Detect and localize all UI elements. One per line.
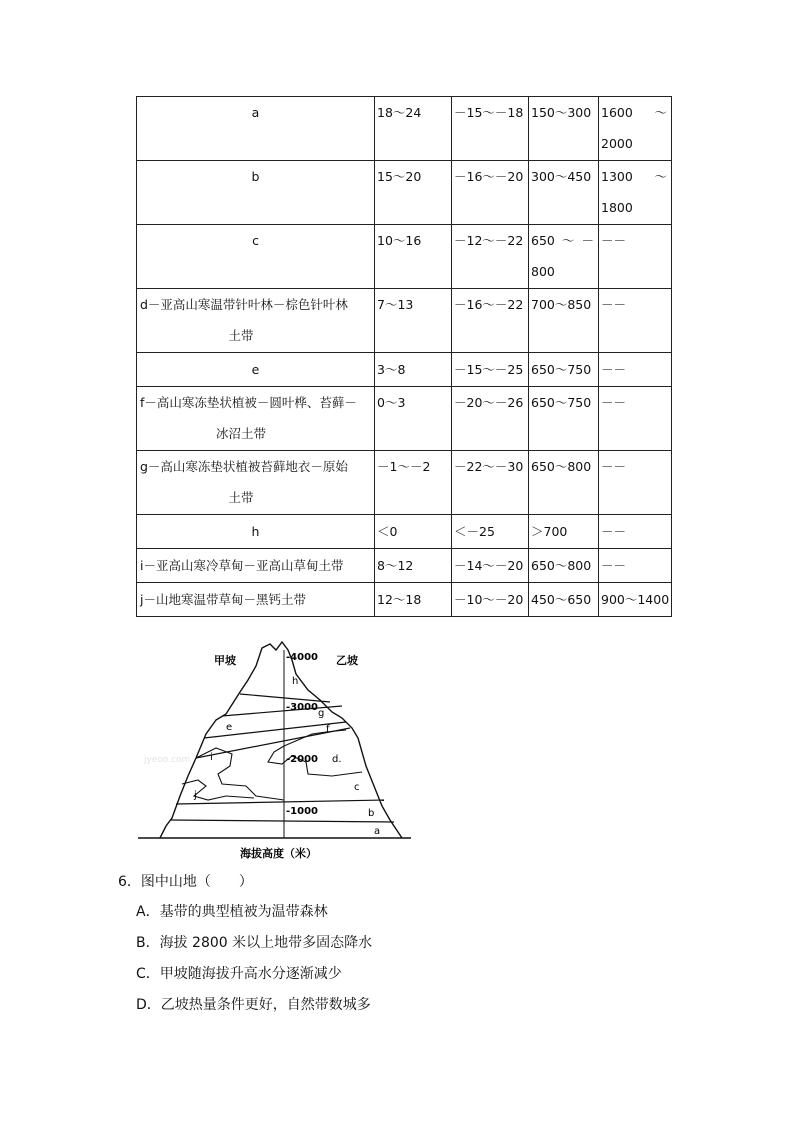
value-cell-3: 650～800 (529, 451, 599, 515)
left-slope-label: 甲坡 (214, 654, 236, 667)
value-cell-3: 650～750 (529, 387, 599, 451)
zone-name-line1: d－亚高山寒温带针叶林－棕色针叶林 (140, 297, 348, 312)
zone-label-a: a (374, 826, 381, 837)
option-b[interactable]: B．海拔 2800 米以上地带多固态降水 (136, 935, 373, 951)
zone-name-line2: 土带 (228, 490, 254, 505)
zone-name-cell (137, 289, 375, 353)
elev-1000: -1000 (286, 806, 318, 817)
value-cell-1: 12～18 (375, 583, 452, 617)
zone-label-c: c (354, 782, 360, 793)
value-part: 800 (531, 264, 555, 279)
mountain-figure (136, 636, 426, 866)
value-part: － (581, 233, 594, 248)
zone-label-h: h (292, 676, 299, 687)
zone-name-text: e (251, 362, 260, 377)
table-row (137, 387, 672, 451)
zone-name-cell (137, 225, 375, 289)
value-cell-2: －20～－26 (452, 387, 529, 451)
zone-name-text: b (251, 169, 260, 184)
value-cell-4 (599, 97, 672, 161)
value-part: 2000 (601, 136, 633, 151)
zone-name-cell (137, 387, 375, 451)
value-cell-4: －－ (599, 515, 672, 549)
value-cell-4: 900～1400 (599, 583, 672, 617)
zone-name-line2: 土带 (228, 328, 254, 343)
table-row (137, 583, 672, 617)
value-cell-4: －－ (599, 225, 672, 289)
right-slope-label: 乙坡 (336, 654, 358, 667)
elev-4000: -4000 (286, 652, 318, 663)
value-cell-1: 0～3 (375, 387, 452, 451)
value-cell-3: 300～450 (529, 161, 599, 225)
value-cell-4 (599, 161, 672, 225)
table-row (137, 161, 672, 225)
elev-2000: -2000 (286, 754, 318, 765)
zone-name-cell (137, 451, 375, 515)
zone-name-text: c (252, 233, 259, 248)
value-cell-2: －16～－22 (452, 289, 529, 353)
value-cell-2: －12～－22 (452, 225, 529, 289)
value-cell-1: 15～20 (375, 161, 452, 225)
value-cell-3: ＞700 (529, 515, 599, 549)
question-6 (118, 872, 372, 1026)
value-cell-2: －22～－30 (452, 451, 529, 515)
zone-label-j: j (194, 790, 197, 801)
table-row (137, 225, 672, 289)
value-cell-1: 8～12 (375, 549, 452, 583)
zone-label-f: f (326, 724, 330, 735)
value-cell-4: －－ (599, 353, 672, 387)
zone-name-cell (137, 161, 375, 225)
zone-label-g: g (318, 708, 325, 719)
zone-name-cell (137, 583, 375, 617)
value-cell-1: 3～8 (375, 353, 452, 387)
zone-name-cell (137, 549, 375, 583)
zone-label-d: d. (332, 754, 342, 765)
value-part: ～ (654, 105, 667, 120)
value-part: 650 (531, 233, 555, 248)
value-cell-1: 10～16 (375, 225, 452, 289)
table-row (137, 97, 672, 161)
value-cell-3: 650～800 (529, 549, 599, 583)
value-cell-2: －14～－20 (452, 549, 529, 583)
value-cell-2: －10～－20 (452, 583, 529, 617)
zone-label-e: e (226, 722, 233, 733)
value-cell-4: －－ (599, 549, 672, 583)
value-cell-2: －16～－20 (452, 161, 529, 225)
value-cell-2: ＜－25 (452, 515, 529, 549)
value-cell-3: 150～300 (529, 97, 599, 161)
value-cell-3: 450～650 (529, 583, 599, 617)
value-cell-2: －15～－18 (452, 97, 529, 161)
value-part: ～ (561, 233, 575, 248)
value-cell-4: －－ (599, 451, 672, 515)
zone-name-text: i－亚高山寒冷草甸－亚高山草甸土带 (140, 558, 344, 573)
zone-label-b: b (368, 808, 375, 819)
table-row (137, 549, 672, 583)
value-cell-3: 700～850 (529, 289, 599, 353)
zone-name-text: a (251, 105, 260, 120)
value-cell-2: －15～－25 (452, 353, 529, 387)
value-cell-4: －－ (599, 289, 672, 353)
option-d[interactable]: D．乙坡热量条件更好，自然带数城多 (136, 997, 371, 1013)
value-cell-1: 18～24 (375, 97, 452, 161)
zone-name-line1: g－高山寒冻垫状植被苔藓地衣－原始 (140, 459, 348, 474)
value-cell-3 (529, 225, 599, 289)
value-cell-4: －－ (599, 387, 672, 451)
zone-label-i: i (210, 752, 213, 763)
option-a[interactable]: A．基带的典型植被为温带森林 (136, 904, 328, 920)
table-row (137, 353, 672, 387)
zone-table (136, 96, 672, 617)
value-cell-1: ＜0 (375, 515, 452, 549)
option-c[interactable]: C．甲坡随海拔升高水分逐渐减少 (136, 966, 342, 982)
zone-name-cell (137, 353, 375, 387)
table-row (137, 451, 672, 515)
value-part: ～ (654, 169, 667, 184)
zone-name-line2: 冰沼土带 (215, 426, 266, 441)
question-stem: 6．图中山地（ ） (118, 874, 253, 890)
value-cell-1: －1～－2 (375, 451, 452, 515)
figure-caption: 海拔高度（米） (240, 847, 317, 860)
table-row (137, 515, 672, 549)
mountain-outline (160, 642, 402, 838)
zone-name-text: h (251, 524, 260, 539)
value-part: 1600 (601, 105, 633, 120)
table-row (137, 289, 672, 353)
zone-name-cell (137, 515, 375, 549)
value-cell-3: 650～750 (529, 353, 599, 387)
elev-3000: -3000 (286, 702, 318, 713)
value-part: 1300 (601, 169, 633, 184)
zone-name-text: j－山地寒温带草甸－黑钙土带 (140, 592, 306, 607)
zone-name-cell (137, 97, 375, 161)
value-cell-1: 7～13 (375, 289, 452, 353)
value-part: 1800 (601, 200, 633, 215)
zone-name-line1: f－高山寒冻垫状植被－圆叶桦、苔藓－ (140, 395, 357, 410)
watermark: jyeoo.com (144, 755, 191, 765)
